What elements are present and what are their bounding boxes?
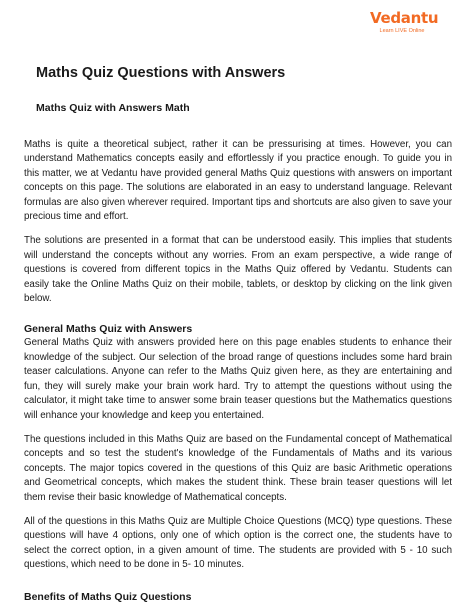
- page-title: Maths Quiz Questions with Answers: [36, 65, 286, 81]
- vedantu-logo: [370, 9, 439, 35]
- page-subtitle: Maths Quiz with Answers Math: [36, 102, 190, 114]
- document-body: [24, 64, 452, 604]
- section-heading-general: General Maths Quiz with Answers: [24, 323, 193, 336]
- brand-name: Vedantu: [370, 9, 439, 27]
- brand-tagline: Learn LIVE Online: [379, 28, 425, 34]
- section-heading-benefits: Benefits of Maths Quiz Questions: [24, 590, 192, 603]
- general-paragraph-1: General Maths Quiz with answers provided here on this page enables students to enhance their knowledge of the subject. Our selection of the broad range of questions includes some hard brain teaser calculations. Anyone can refer to the Maths Quiz given here, as they are entertaining and fun, they will surely make your brain work hard. Try to attempt the questions without using the calculator, it might take time to answer some brain teaser questions but the Mathematics questions will enhance your knowledge and keep you entertained.: [24, 337, 452, 421]
- general-paragraph-3: All of the questions in this Maths Quiz are Multiple Choice Questions (MCQ) type questions. These questions will have 4 options, only one of which option is the correct one, the students have to select the correct option, in a given amount of time. The students are provided with 5 - 10 such questions, which need to be done in 5- 10 minutes.: [24, 515, 452, 571]
- general-paragraph-2: The questions included in this Maths Quiz are based on the Fundamental concept of Mathematical concepts and so test the student's knowledge of the Fundamentals of Maths and its various concepts. The major topics covered in the questions of this Quiz are basic Arithmetic operations and Geometrical concepts, which makes the student think. These brain teaser questions will let them revise their basic knowledge of Mathematical concepts.: [24, 433, 452, 503]
- intro-paragraph-2: The solutions are presented in a format that can be understood easily. This implies that students will understand the concepts without any worries. From an exam perspective, a wide range of questions is covered from different topics in the Maths Quiz offered by Vedantu. Students can easily take the Online Maths Quiz on their mobile, tablets, or desktop by clicking on the link given below.: [24, 235, 452, 305]
- intro-paragraph-1: Maths is quite a theoretical subject, rather it can be pressurising at times. However, you can understand Mathematics concepts easily and effortlessly if you practice enough. To guide you in this matter, we at Vedantu have provided general Maths Quiz questions with answers on important concepts on this page. The solutions are elaborated in an easy to understand language. Relevant formulas are also given wherever required. Important tips and shortcuts are also given to save your precious time and effort.: [24, 139, 452, 223]
